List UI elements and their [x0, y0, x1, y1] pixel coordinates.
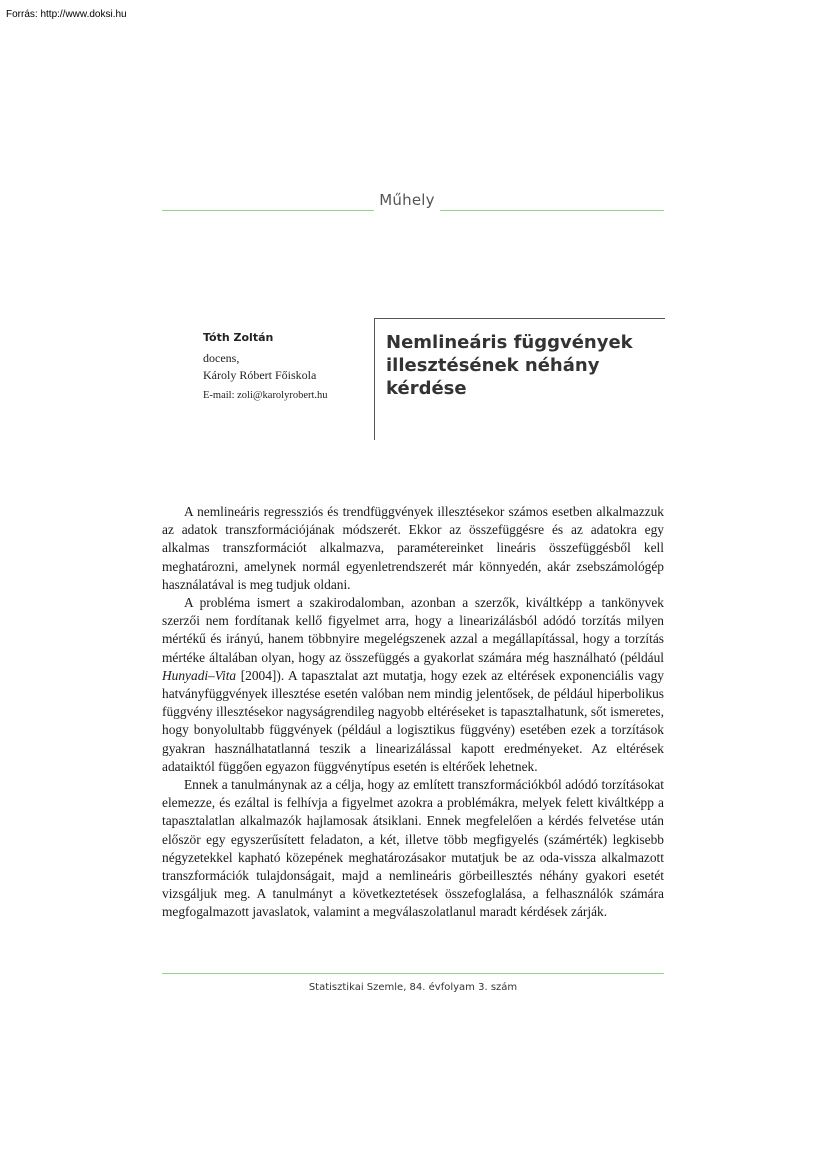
- header-rule: [374, 318, 665, 319]
- footer-rule: [162, 973, 664, 974]
- article-title: Nemlineáris függvények illesztésének néhány kérdése: [386, 332, 633, 399]
- source-label: Forrás: http://www.doksi.hu: [6, 9, 127, 20]
- author-block: [203, 331, 368, 401]
- section-rule-left: [162, 210, 374, 211]
- paragraph-2-text-a: A probléma ismert a szakirodalomban, azonban a szerzők, kiváltképp a tankönyvek szerzői nem fordítanak kellő figyelmet arra, hogy a linearizálásból adódó torzítás milyen mértékű és irányú, hanem többnyire megelégszenek azzal a megállapítással, hogy a torzítás mértéke általában olyan, hogy az összefüggés a gyakorlat számára még használható (például: [162, 595, 664, 665]
- author-position: docens,: [203, 351, 240, 365]
- section-title: Műhely: [379, 191, 435, 209]
- paragraph-2-text-b: [2004]). A tapasztalat azt mutatja, hogy ezek az eltérések exponenciális vagy hatványfüggvények illesztése esetén valóban nem mindig jelentősek, de például hiperbolikus függvény illesztésekor nagyságrendileg nagyobb eltéréseket is tapasztalhatunk, sőt ismeretes, hogy bonyolultabb függvények (például a logisztikus függvény) esetében ezek a torzítások gyakran használhatatlanná teszik a linearizálással kapott eredményeket. Az eltérések adataiktól függően egyazon függvénytípus esetén is eltérőek lehetnek.: [162, 667, 664, 774]
- section-rule-right: [440, 210, 664, 211]
- author-institution: Károly Róbert Főiskola: [203, 368, 317, 382]
- author-email: E-mail: zoli@karolyrobert.hu: [203, 390, 328, 401]
- header-divider: [374, 318, 375, 440]
- author-name: Tóth Zoltán: [203, 331, 274, 344]
- article-body: [162, 503, 664, 922]
- paragraph-3: Ennek a tanulmánynak az a célja, hogy az említett transzformációkból adódó torzításokat elemezze, és ezáltal is felhívja a figyelmet azokra a problémákra, melyek felett kiváltképp a tapasztalatlan alkalmazók hajlamosak átsiklani. Ennek megfelelően a kérdés felvetése után először egy egyszerűsített feladaton, a két, illetve több megfigyelés (számérték) legkisebb négyzetekkel kapható közepének meghatározásakor mutatjuk be az oda-vissza alkalmazott transzformációk tulajdonságait, majd a nemlineáris görbeillesztés néhány gyakori esetét vizsgáljuk meg. A tanulmányt a következtetések összefoglalása, a felhasználók számára megfogalmazott javaslatok, valamint a megválaszolatlanul maradt kérdések zárják.: [162, 777, 664, 920]
- paragraph-2: [162, 594, 664, 776]
- footer-citation: Statisztikai Szemle, 84. évfolyam 3. szám: [308, 982, 518, 993]
- citation-author: Hunyadi–Vita: [162, 667, 237, 683]
- paragraph-1: A nemlineáris regressziós és trendfüggvények illesztésekor számos esetben alkalmazzuk az adatok transzformációjának módszerét. Ekkor az összefüggésre és az adatokra egy alkalmas transzformációt alkalmazva, paramétereinket lineáris összefüggésből kell meghatározni, amelynek normál egyenletrendszerét már könnyedén, akár zsebszámológép használatával is meg tudjuk oldani.: [162, 504, 664, 592]
